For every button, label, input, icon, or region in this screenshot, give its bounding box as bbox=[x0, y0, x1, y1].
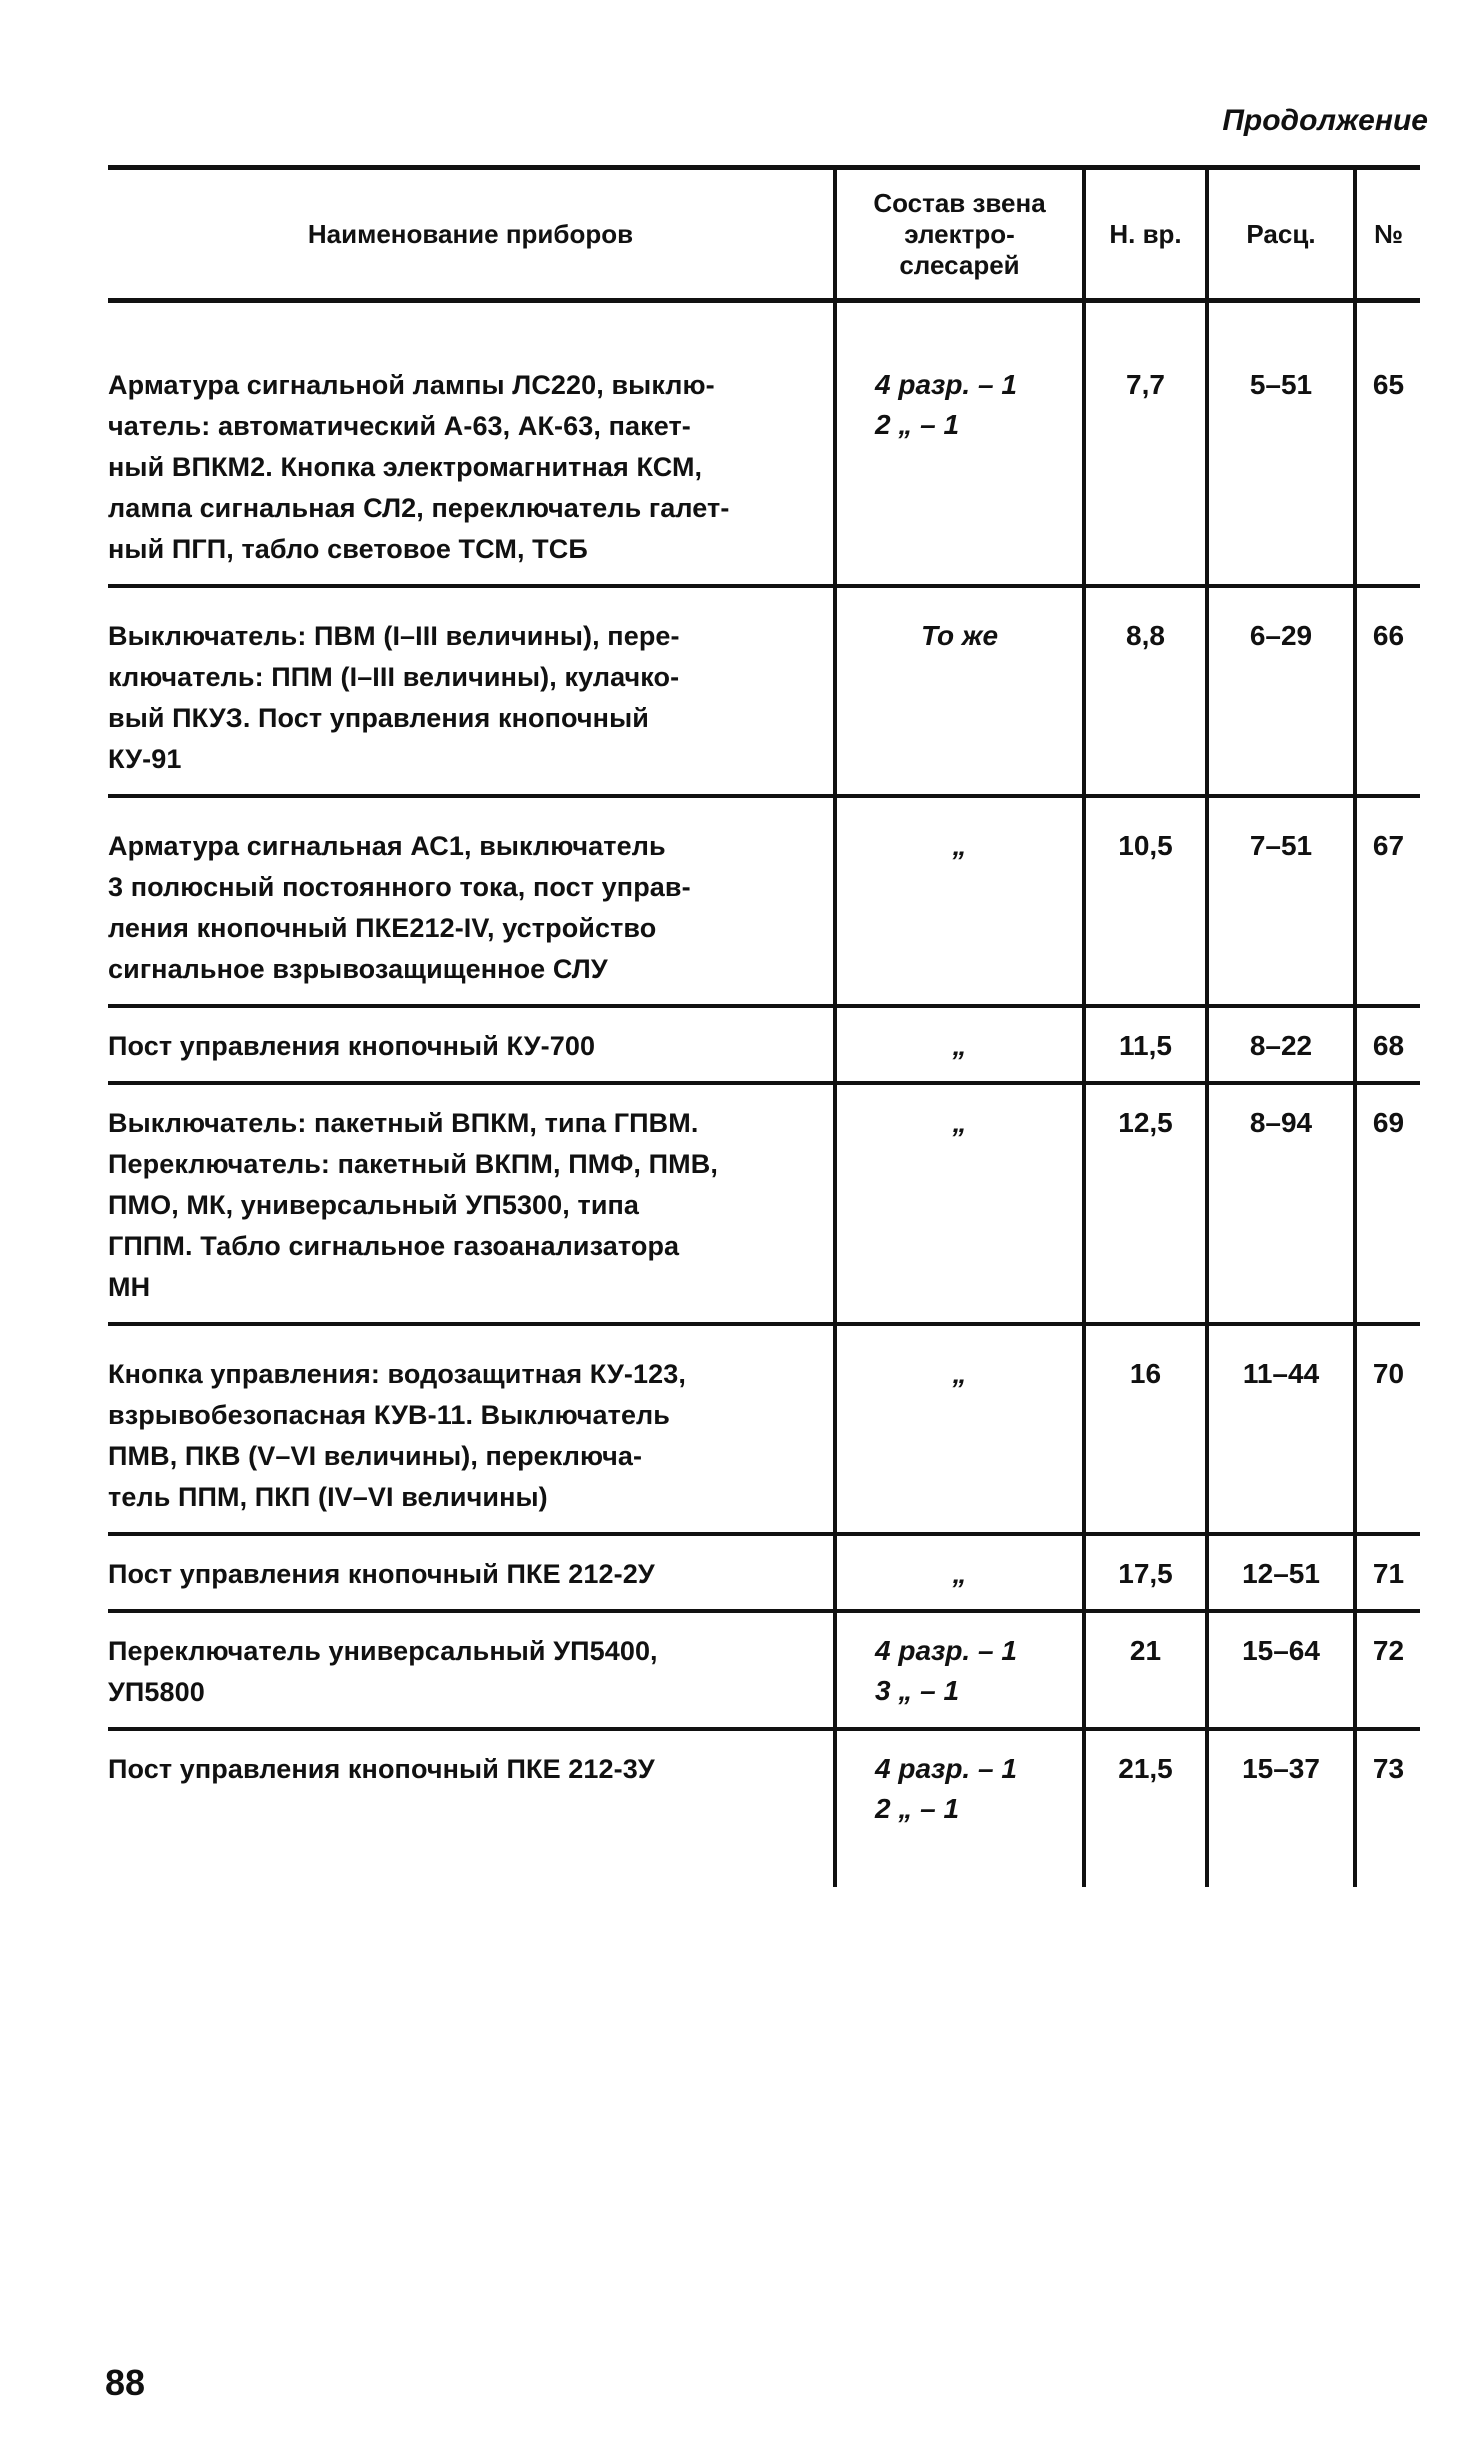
cell-rate bbox=[1205, 1008, 1353, 1081]
norm-value: 21,5 bbox=[1118, 1753, 1173, 1784]
rate-value: 12–51 bbox=[1242, 1558, 1320, 1589]
name-line: ный ВПКМ2. Кнопка электромагнитная КСМ, bbox=[108, 452, 703, 482]
crew-line: 4 разр. – 1 bbox=[875, 369, 1017, 400]
header-name: Наименование приборов bbox=[307, 218, 634, 249]
cell-norm bbox=[1082, 1613, 1205, 1727]
name-line: Арматура сигнальной лампы ЛС220, выклю- bbox=[108, 370, 715, 400]
cell-norm bbox=[1082, 1326, 1205, 1532]
crew-line: 2 „ – 1 bbox=[875, 1793, 960, 1824]
cell-norm bbox=[1082, 588, 1205, 794]
rate-value: 6–29 bbox=[1249, 620, 1313, 651]
cell-norm bbox=[1082, 1731, 1205, 1887]
cell-num bbox=[1353, 1536, 1420, 1609]
cell-rate bbox=[1205, 303, 1353, 584]
table-row bbox=[108, 798, 1420, 1008]
norm-value: 8,8 bbox=[1126, 620, 1165, 651]
cell-rate bbox=[1205, 1731, 1353, 1887]
name-line: лампа сигнальная СЛ2, переключатель галет- bbox=[108, 493, 730, 523]
name-line: 3 полюсный постоянного тока, пост управ- bbox=[108, 872, 691, 902]
name-line: Пост управления кнопочный КУ-700 bbox=[108, 1031, 596, 1061]
table-body bbox=[108, 303, 1420, 1887]
name-line: Выключатель: пакетный ВПКМ, типа ГПВМ. bbox=[108, 1108, 699, 1138]
cell-rate bbox=[1205, 1613, 1353, 1727]
cell-norm bbox=[1082, 1085, 1205, 1322]
row-number: 66 bbox=[1372, 620, 1405, 651]
table-row bbox=[108, 1326, 1420, 1536]
header-crew-text: Состав звена электро-слесарей bbox=[873, 187, 1046, 280]
cell-rate bbox=[1205, 1326, 1353, 1532]
rate-value: 7–51 bbox=[1249, 830, 1313, 861]
crew-line: „ bbox=[952, 830, 967, 861]
name-line: МН bbox=[108, 1272, 151, 1302]
name-line: Выключатель: ПВМ (I–III величины), пере- bbox=[108, 621, 680, 651]
name-line: ключатель: ППМ (I–III величины), кулачко- bbox=[108, 662, 680, 692]
table-row bbox=[108, 1008, 1420, 1085]
instrument-table bbox=[108, 165, 1420, 1887]
crew-line: „ bbox=[952, 1107, 967, 1138]
rate-value: 5–51 bbox=[1249, 369, 1313, 400]
rate-value: 15–64 bbox=[1242, 1635, 1320, 1666]
table-row bbox=[108, 1613, 1420, 1731]
cell-num bbox=[1353, 1613, 1420, 1727]
name-line: Пост управления кнопочный ПКЕ 212-3У bbox=[108, 1754, 655, 1784]
cell-crew bbox=[833, 588, 1082, 794]
name-line: Переключатель: пакетный ВКПМ, ПМФ, ПМВ, bbox=[108, 1149, 718, 1179]
cell-crew bbox=[833, 1731, 1082, 1887]
cell-num bbox=[1353, 1326, 1420, 1532]
cell-crew bbox=[833, 1326, 1082, 1532]
name-line: Кнопка управления: водозащитная КУ-123, bbox=[108, 1359, 686, 1389]
name-line: Пост управления кнопочный ПКЕ 212-2У bbox=[108, 1559, 655, 1589]
name-line: Арматура сигнальная АС1, выключатель bbox=[108, 831, 666, 861]
crew-line: „ bbox=[952, 1558, 967, 1589]
norm-value: 10,5 bbox=[1118, 830, 1173, 861]
row-number: 72 bbox=[1372, 1635, 1405, 1666]
cell-num bbox=[1353, 303, 1420, 584]
cell-norm bbox=[1082, 1536, 1205, 1609]
cell-norm bbox=[1082, 798, 1205, 1004]
cell-name bbox=[108, 798, 833, 1004]
cell-num bbox=[1353, 1085, 1420, 1322]
cell-num bbox=[1353, 588, 1420, 794]
table-row bbox=[108, 303, 1420, 588]
cell-rate bbox=[1205, 1536, 1353, 1609]
name-line: сигнальное взрывозащищенное СЛУ bbox=[108, 954, 608, 984]
name-line: чатель: автоматический А-63, АК-63, пакет- bbox=[108, 411, 691, 441]
row-number: 71 bbox=[1372, 1558, 1405, 1589]
cell-rate bbox=[1205, 588, 1353, 794]
name-line: взрывобезопасная КУВ-11. Выключатель bbox=[108, 1400, 671, 1430]
row-number: 67 bbox=[1372, 830, 1405, 861]
table-row bbox=[108, 1085, 1420, 1326]
cell-num bbox=[1353, 1731, 1420, 1887]
cell-name bbox=[108, 1326, 833, 1532]
rate-value: 8–94 bbox=[1249, 1107, 1313, 1138]
norm-value: 17,5 bbox=[1118, 1558, 1173, 1589]
cell-num bbox=[1353, 798, 1420, 1004]
norm-value: 12,5 bbox=[1118, 1107, 1173, 1138]
row-number: 73 bbox=[1372, 1753, 1405, 1784]
header-rate: Расц. bbox=[1205, 170, 1353, 298]
table-row bbox=[108, 1731, 1420, 1887]
norm-value: 21 bbox=[1129, 1635, 1162, 1666]
cell-crew bbox=[833, 798, 1082, 1004]
header-norm: Н. вр. bbox=[1082, 170, 1205, 298]
rate-value: 8–22 bbox=[1249, 1030, 1313, 1061]
name-line: вый ПКУЗ. Пост управления кнопочный bbox=[108, 703, 649, 733]
row-number: 68 bbox=[1372, 1030, 1405, 1061]
crew-line: 3 „ – 1 bbox=[875, 1675, 960, 1706]
norm-value: 16 bbox=[1129, 1358, 1162, 1389]
table-header bbox=[108, 165, 1420, 303]
crew-line: То же bbox=[920, 620, 999, 651]
name-line: ПМО, МК, универсальный УП5300, типа bbox=[108, 1190, 640, 1220]
name-line: ПМВ, ПКВ (V–VI величины), переключа- bbox=[108, 1441, 643, 1471]
continuation-label: Продолжение bbox=[1222, 104, 1428, 137]
cell-rate bbox=[1205, 798, 1353, 1004]
cell-num bbox=[1353, 1008, 1420, 1081]
header-num: № bbox=[1353, 170, 1420, 298]
name-line: УП5800 bbox=[108, 1677, 205, 1707]
row-number: 69 bbox=[1372, 1107, 1405, 1138]
crew-line: 4 разр. – 1 bbox=[875, 1753, 1017, 1784]
rate-value: 11–44 bbox=[1242, 1358, 1320, 1389]
crew-line: „ bbox=[952, 1358, 967, 1389]
name-line: КУ-91 bbox=[108, 744, 182, 774]
cell-name bbox=[108, 303, 833, 584]
norm-value: 11,5 bbox=[1119, 1030, 1172, 1061]
cell-norm bbox=[1082, 1008, 1205, 1081]
rate-value: 15–37 bbox=[1242, 1753, 1320, 1784]
cell-crew bbox=[833, 303, 1082, 584]
cell-name bbox=[108, 1613, 833, 1727]
cell-norm bbox=[1082, 303, 1205, 584]
cell-rate bbox=[1205, 1085, 1353, 1322]
cell-crew bbox=[833, 1085, 1082, 1322]
crew-line: „ bbox=[952, 1030, 967, 1061]
page-number: 88 bbox=[105, 2362, 146, 2403]
cell-crew bbox=[833, 1536, 1082, 1609]
crew-line: 4 разр. – 1 bbox=[875, 1635, 1017, 1666]
cell-crew bbox=[833, 1008, 1082, 1081]
cell-name bbox=[108, 1731, 833, 1887]
row-number: 65 bbox=[1372, 369, 1405, 400]
name-line: тель ППМ, ПКП (IV–VI величины) bbox=[108, 1482, 548, 1512]
crew-line: 2 „ – 1 bbox=[875, 409, 960, 440]
table-row bbox=[108, 588, 1420, 798]
cell-name bbox=[108, 1085, 833, 1322]
name-line: ный ПГП, табло световое ТСМ, ТСБ bbox=[108, 534, 588, 564]
name-line: ГППМ. Табло сигнальное газоанализатора bbox=[108, 1231, 680, 1261]
table-row bbox=[108, 1536, 1420, 1613]
cell-crew bbox=[833, 1613, 1082, 1727]
cell-name bbox=[108, 1536, 833, 1609]
header-crew bbox=[833, 170, 1082, 298]
norm-value: 7,7 bbox=[1126, 369, 1165, 400]
row-number: 70 bbox=[1372, 1358, 1405, 1389]
name-line: ления кнопочный ПКЕ212-IV, устройство bbox=[108, 913, 657, 943]
cell-name bbox=[108, 588, 833, 794]
name-line: Переключатель универсальный УП5400, bbox=[108, 1636, 658, 1666]
cell-name bbox=[108, 1008, 833, 1081]
